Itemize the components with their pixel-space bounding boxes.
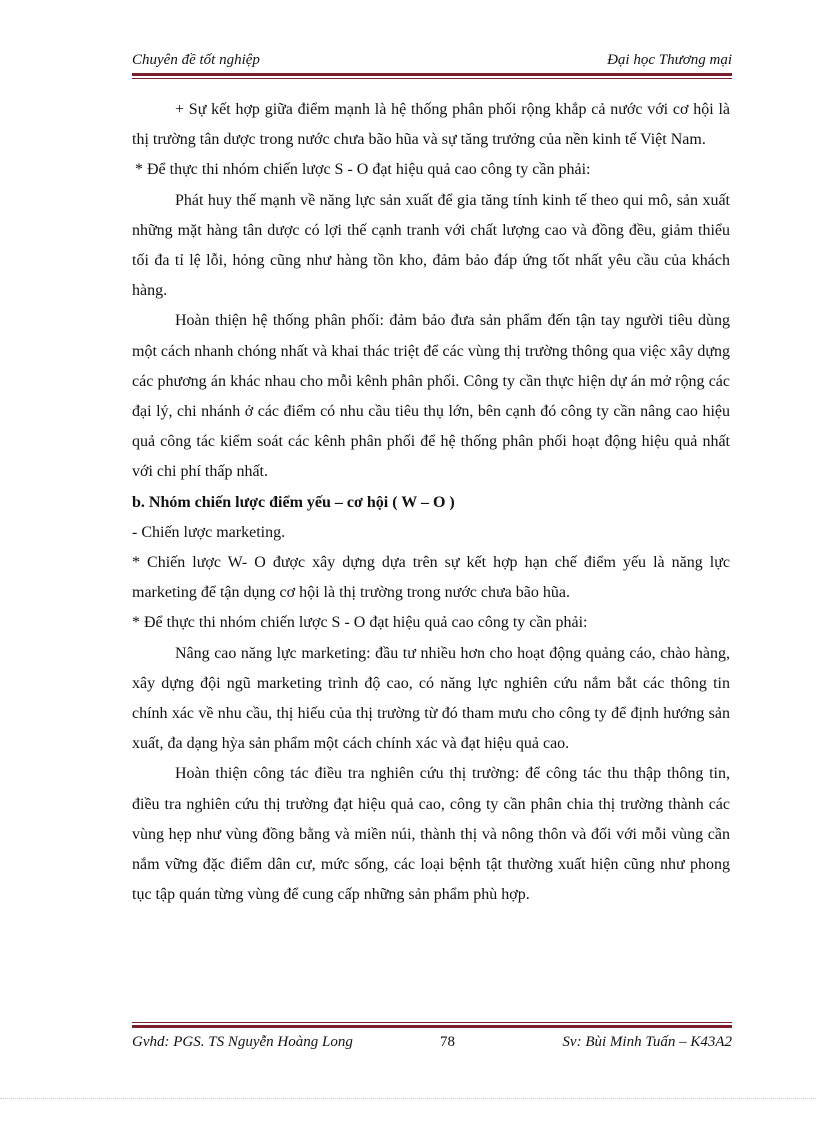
- paragraph-so-combination: + Sự kết hợp giữa điểm mạnh là hệ thống phân phối rộng khắp cả nước với cơ hội là thị trường tân dược trong nước chưa bão hũa và sự tăng trưởng của nền kinh tế Việt Nam.: [132, 101, 730, 149]
- footer-student: Sv: Bùi Minh Tuấn – K43A2: [562, 1034, 732, 1050]
- paragraph-market-research: Hoàn thiện công tác điều tra nghiên cứu thị trường: để công tác thu thập thông tin, điều tra nghiên cứu thị trường đạt hiệu quả cao, công ty cần phân chia thị trường thành các vùng hẹp như vùng đồng bằng và miền núi, thành thị và nông thôn và đối với mỗi vùng cần nắm vững đặc điểm dân cư, mức sống, các loại bệnh tật thường xuất hiện cũng như phong tục tập quán từng vùng để cung cấp những sản phẩm phù hợp.: [132, 765, 730, 904]
- page-break-line: [0, 1098, 816, 1099]
- section-heading-wo: b. Nhóm chiến lược điểm yếu – cơ hội ( W – O ): [132, 493, 455, 511]
- paragraph-distribution-system: Hoàn thiện hệ thống phân phối: đảm bảo đưa sản phẩm đến tận tay người tiêu dùng một cách nhanh chóng nhất và khai thác triệt để các vùng thị trường thông qua việc xây dựng các phương án khác nhau cho mỗi kênh phân phối. Công ty cần thực hiện dự án mở rộng các đại lý, chi nhánh ở các điểm có nhu cầu tiêu thụ lớn, bên cạnh đó công ty cần nâng cao hiệu quả công tác kiểm soát các kênh phân phối để hệ thống phân phối hoạt động hiệu quả nhất với chi phí thấp nhất.: [132, 312, 730, 481]
- paragraph-marketing-strategy: - Chiến lược marketing.: [132, 523, 286, 541]
- footer-supervisor: Gvhd: PGS. TS Nguyễn Hoàng Long: [132, 1034, 353, 1050]
- footer-rule: [132, 1025, 732, 1028]
- footer-page-number: 78: [440, 1034, 455, 1050]
- paragraph-wo-description: * Chiến lược W- O được xây dựng dựa trên sự kết hợp hạn chế điểm yếu là năng lực marketing để tận dụng cơ hội là thị trường trong nước chưa bão hũa.: [132, 554, 730, 602]
- paragraph-production-strength: Phát huy thế mạnh về năng lực sản xuất để gia tăng tính kinh tế theo qui mô, sản xuất những mặt hàng tân dược có lợi thế cạnh tranh với chất lượng cao và đồng đều, giảm thiểu tối đa tỉ lệ lỗi, hỏng cũng như hàng tồn kho, đảm bảo đáp ứng tốt nhất yêu cầu của khách hàng.: [132, 191, 730, 300]
- header-rule-thin: [132, 78, 732, 79]
- paragraph-so-requirement: * Để thực thi nhóm chiến lược S - O đạt hiệu quả cao công ty cần phải:: [135, 161, 591, 179]
- footer-rule-thin: [132, 1022, 732, 1023]
- page-header: [132, 52, 732, 74]
- paragraph-wo-requirement: * Để thực thi nhóm chiến lược S - O đạt hiệu quả cao công ty cần phải:: [132, 614, 588, 632]
- page-body: [132, 95, 730, 910]
- header-university: Đại học Thương mại: [607, 52, 732, 68]
- page-footer: [132, 1034, 732, 1056]
- header-document-type: Chuyên đề tốt nghiệp: [132, 52, 260, 68]
- paragraph-marketing-capacity: Nâng cao năng lực marketing: đầu tư nhiều hơn cho hoạt động quảng cáo, chào hàng, xây dựng đội ngũ marketing trình độ cao, có năng lực nghiên cứu nắm bắt các thông tin chính xác về nhu cầu, thị hiếu của thị trường từ đó tham mưu cho công ty để định hướng sản xuất, đa dạng hỳa sản phẩm một cách chính xác và đạt hiệu quả cao.: [132, 644, 730, 753]
- header-rule: [132, 73, 732, 76]
